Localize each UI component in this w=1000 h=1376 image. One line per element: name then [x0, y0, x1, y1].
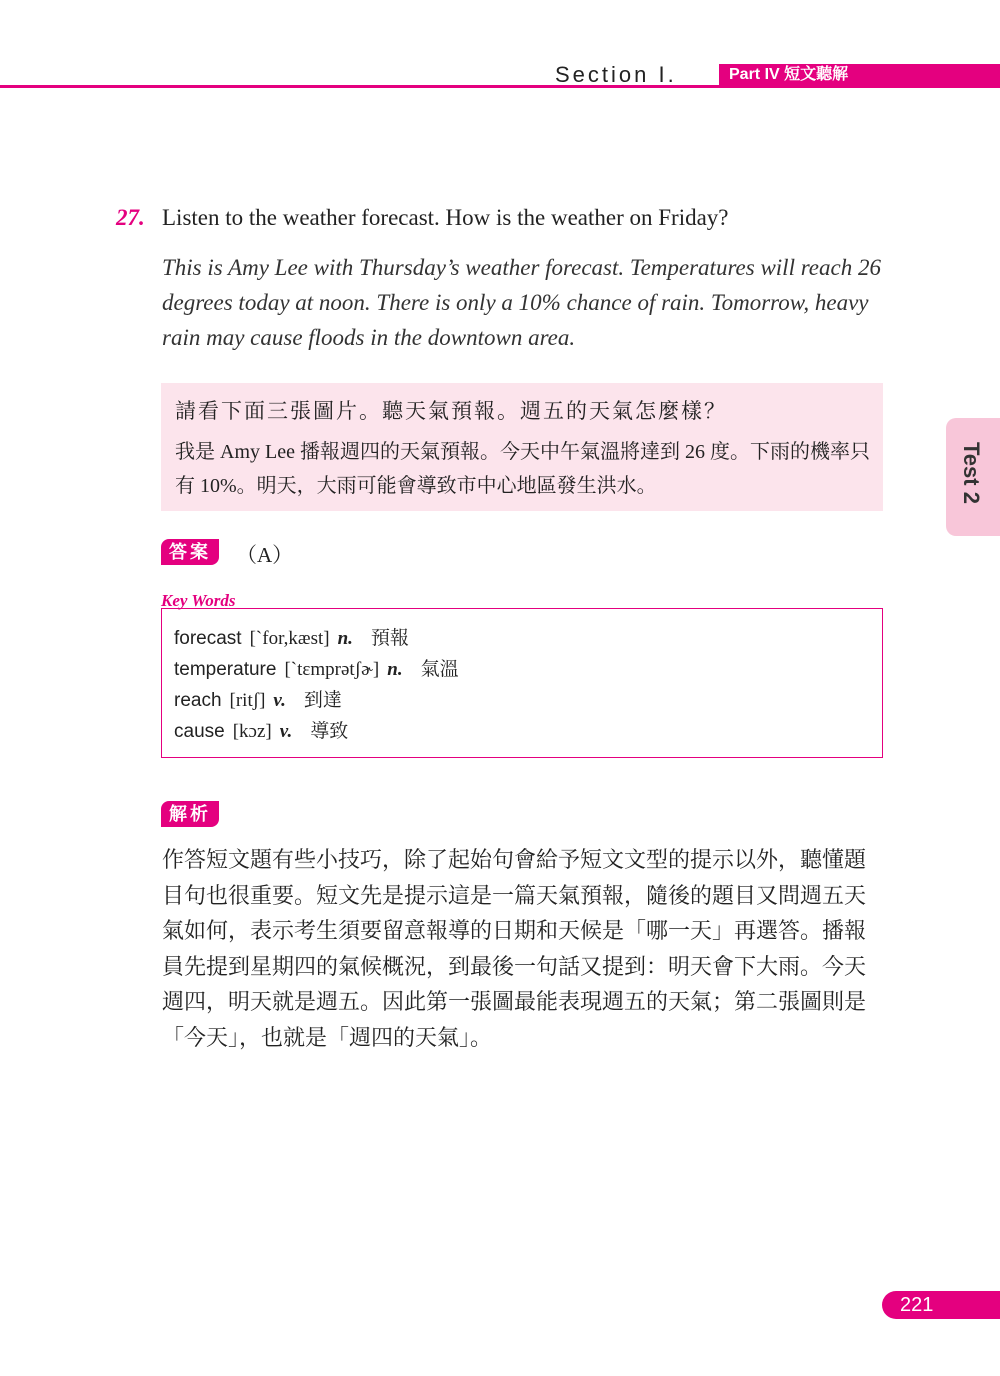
key-word-ipa: [ˋtɛmprətʃɚ] — [284, 659, 380, 680]
key-words-box — [161, 608, 883, 758]
analysis-text: 作答短文題有些小技巧，除了起始句會給予短文文型的提示以外，聽懂題目句也很重要。短文先是提示這是一篇天氣預報，隨後的題目又問週五天氣如何，表示考生須要留意報導的日期和天候是「哪一天」再選答。播報員先提到星期四的氣候概況，到最後一句話又提到：明天會下大雨。今天週四，明天就是週五。因此第一張圖最能表現週五的天氣；第二張圖則是「今天」，也就是「週四的天氣」。 — [162, 847, 867, 1050]
key-word-ipa: [kɔz] — [232, 721, 272, 742]
key-word-item — [174, 685, 459, 716]
key-word-pos: v. — [273, 690, 286, 711]
translation-question: 請看下面三張圖片。聽天氣預報。週五的天氣怎麼樣？ — [175, 399, 727, 423]
key-word-meaning: 導致 — [310, 721, 349, 742]
key-word-meaning: 到達 — [303, 690, 342, 711]
key-words-list — [174, 623, 459, 747]
key-word-item — [174, 623, 459, 654]
translation-script: 我是 Amy Lee 播報週四的天氣預報。今天中午氣溫將達到 26 度。下雨的機率只有 10%。明天，大雨可能會導致市中心地區發生洪水。 — [175, 441, 870, 497]
analysis-badge: 解析 — [161, 801, 219, 827]
side-tab-label: Test 2 — [959, 442, 984, 504]
question-text: Listen to the weather forecast. How is the weather on Friday? — [162, 205, 729, 230]
key-word-item — [174, 716, 459, 747]
key-word: temperature — [174, 659, 277, 680]
page-number-tab — [882, 1291, 1000, 1319]
section-label: Section I. — [555, 62, 677, 87]
key-word-pos: n. — [337, 628, 353, 649]
question-number: 27. — [116, 205, 145, 230]
key-word-meaning: 預報 — [370, 628, 409, 649]
key-word-item — [174, 654, 459, 685]
test-side-tab — [946, 418, 1000, 536]
key-word-ipa: [ritʃ] — [229, 690, 266, 711]
page-number: 221 — [900, 1294, 934, 1316]
key-words-title: Key Words — [161, 591, 236, 610]
answer-value: （A） — [236, 543, 294, 567]
part-label: Part IV 短文聽解 — [719, 64, 1000, 86]
listening-script: This is Amy Lee with Thursday’s weather forecast. Temperatures will reach 26 degrees today at noon. There is only a 10% chance of rain. Tomorrow, heavy rain may cause floods in the downtown area. — [162, 255, 881, 350]
key-word: cause — [174, 721, 225, 742]
key-word: forecast — [174, 628, 242, 649]
key-word: reach — [174, 690, 222, 711]
answer-badge: 答案 — [161, 539, 219, 565]
translation-box — [161, 383, 883, 511]
key-word-pos: v. — [279, 721, 293, 742]
key-word-pos: n. — [387, 659, 403, 680]
key-word-meaning: 氣溫 — [420, 659, 459, 680]
key-word-ipa: [ˋfor,kæst] — [249, 628, 330, 649]
